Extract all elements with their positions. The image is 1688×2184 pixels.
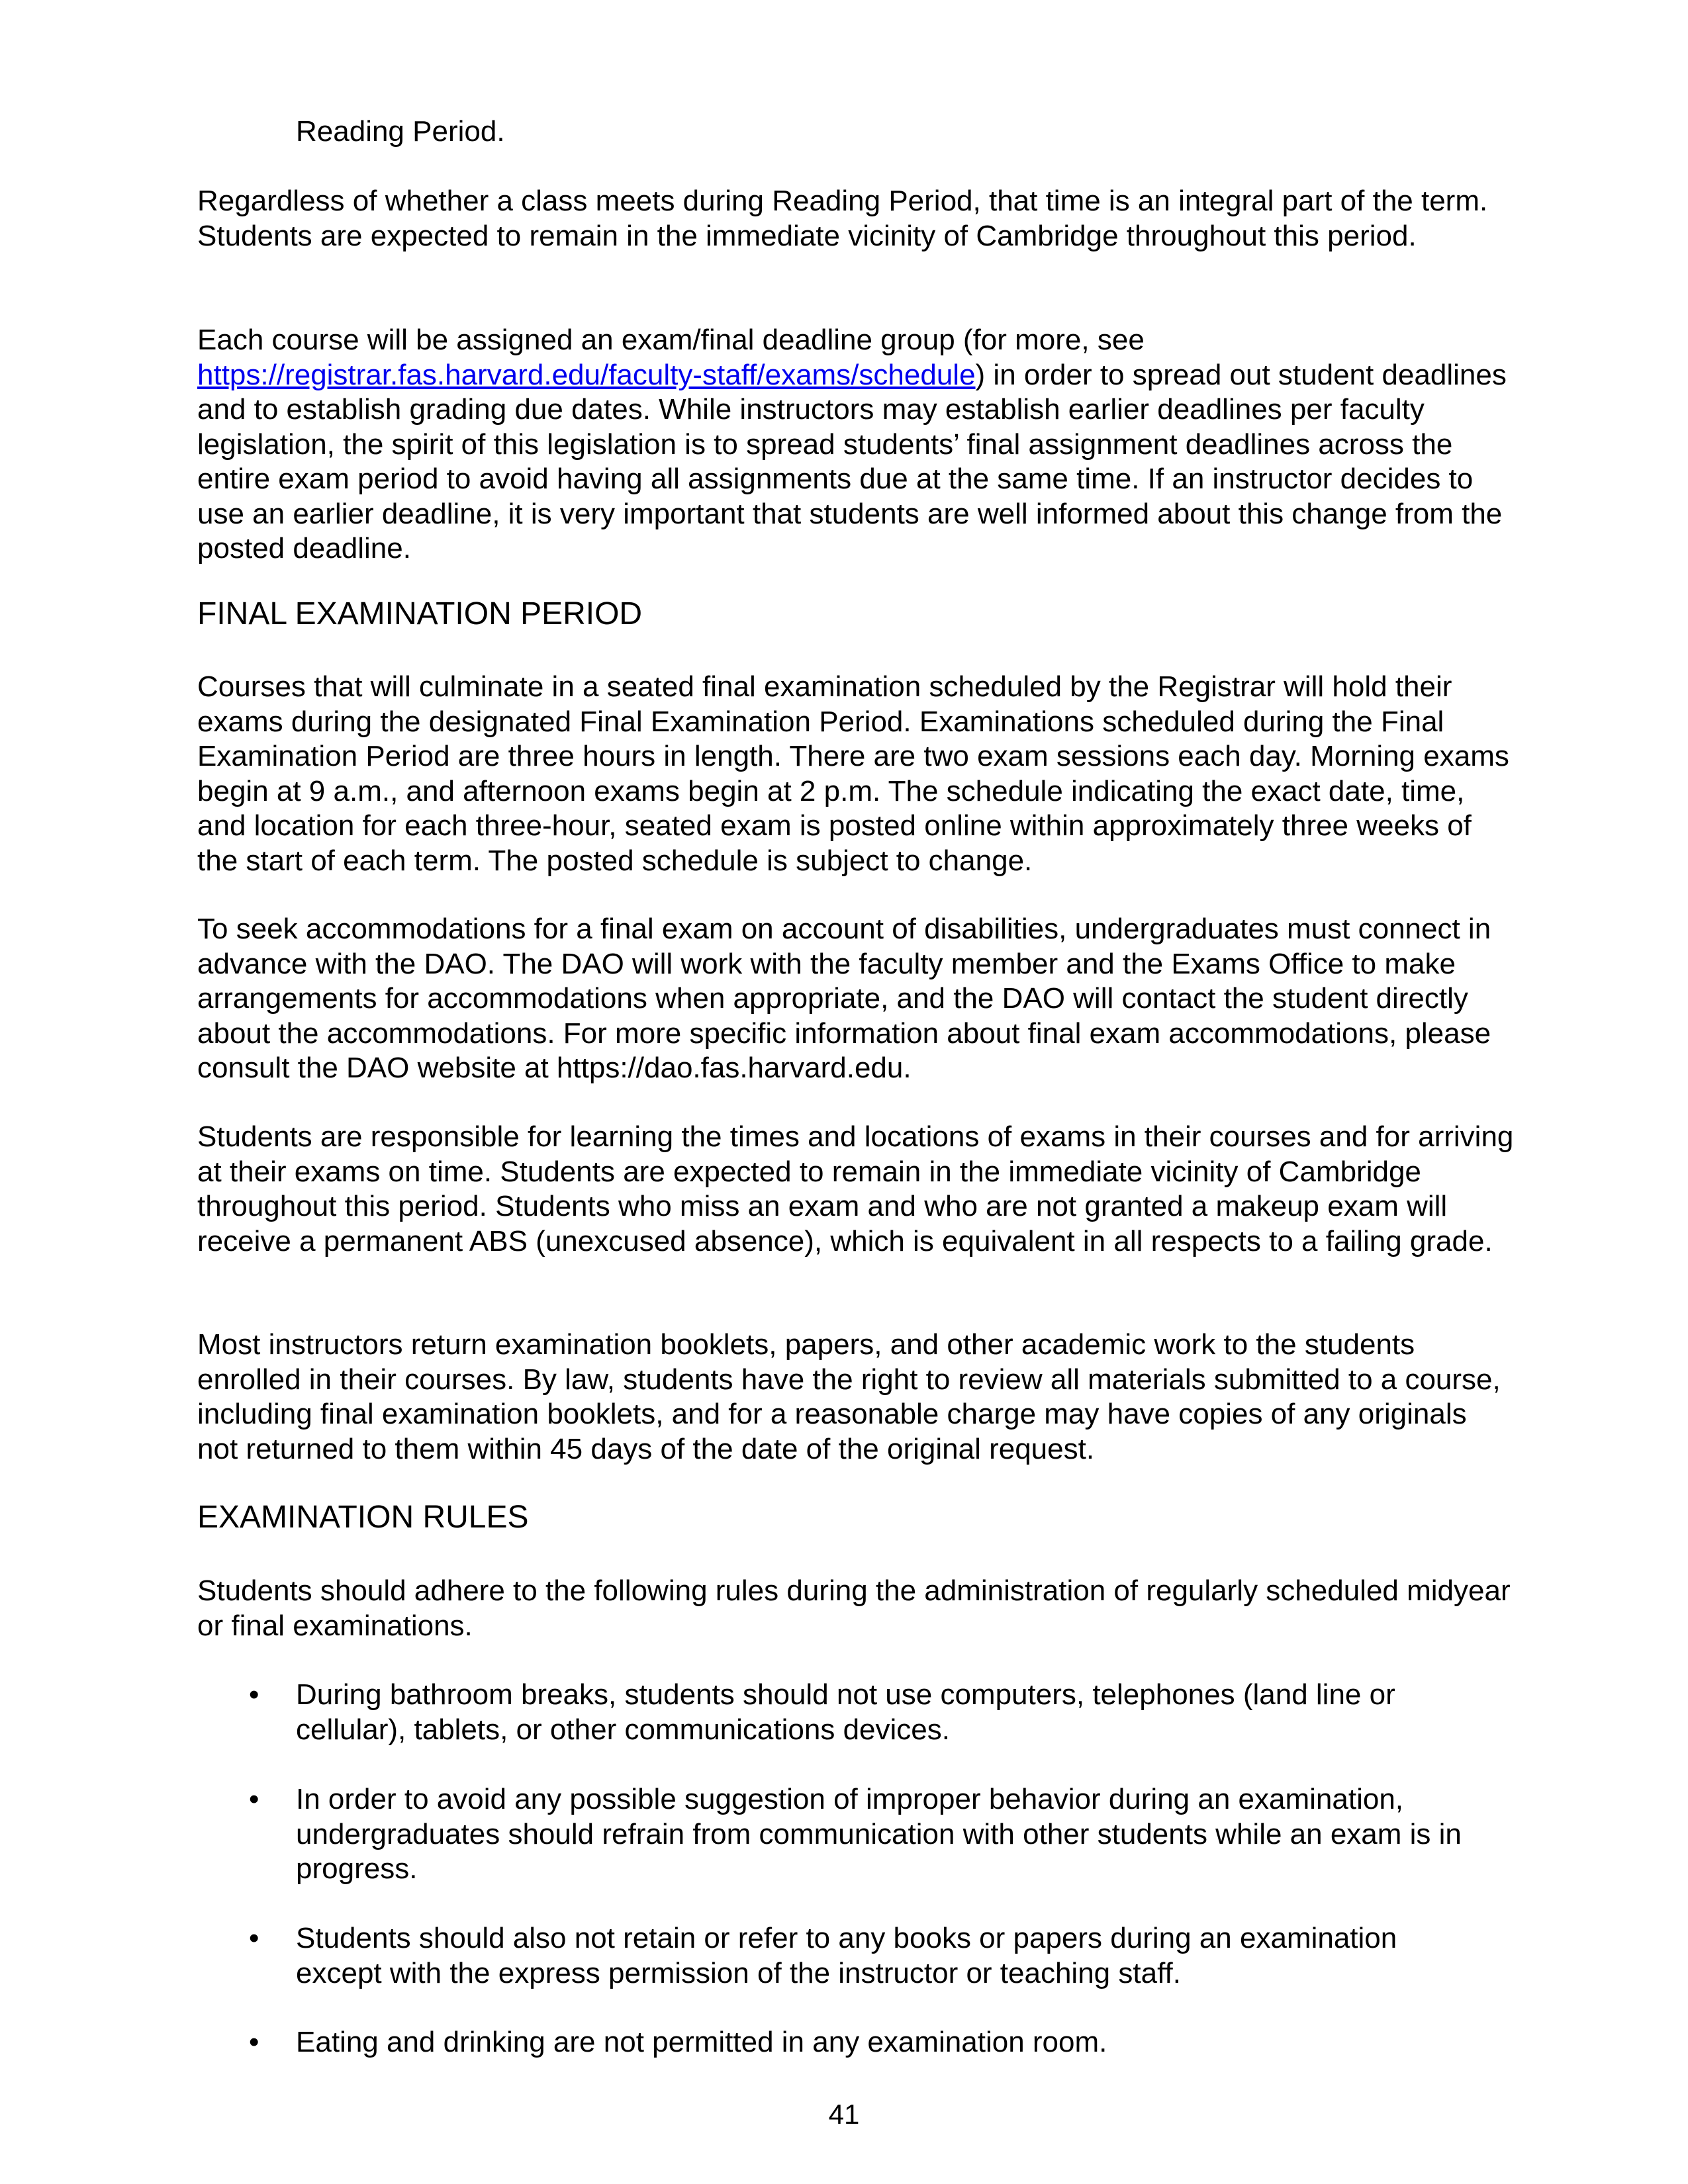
- deadline-text-before: Each course will be assigned an exam/final deadline group (for more, see: [197, 324, 1145, 356]
- final-exam-paragraph-2: To seek accommodations for a final exam on account of disabilities, undergraduates must connect in advance with the DAO. The DAO will work with the faculty member and the Exams Office to make arrangements for accommodations when appropriate, and the DAO will contact the student directly about the accommodations. For more specific information about final exam accommodations, please consult the DAO website at https://dao.fas.harvard.edu.: [197, 913, 1491, 1084]
- page-number: 41: [828, 2099, 860, 2130]
- exam-rules-heading: EXAMINATION RULES: [197, 1500, 529, 1535]
- deadline-group-paragraph: [197, 323, 1515, 567]
- final-exam-period-heading: FINAL EXAMINATION PERIOD: [197, 596, 643, 631]
- exam-rules-intro: Students should adhere to the following rules during the administration of regularly scheduled midyear or final examinations.: [197, 1574, 1511, 1642]
- registrar-schedule-link[interactable]: https://registrar.fas.harvard.edu/faculty-staff/exams/schedule: [197, 358, 976, 391]
- rule-text: In order to avoid any possible suggestion of improper behavior during an examination, undergraduates should refrain from communication with other students while an exam is in progress.: [296, 1783, 1462, 1885]
- rule-text: Students should also not retain or refer to any books or papers during an examination except with the express permission of the instructor or teaching staff.: [296, 1922, 1397, 1989]
- deadline-text-after: ) in order to spread out student deadlines and to establish grading due dates. While instructors may establish earlier deadlines per faculty legislation, the spirit of this legislation is to spread students’ final assignment deadlines across the entire exam period to avoid having all assignments due at the same time. If an instructor decides to use an earlier deadline, it is very important that students are well informed about this change from the posted deadline.: [197, 358, 1507, 565]
- rule-text: Eating and drinking are not permitted in any examination room.: [296, 2026, 1107, 2058]
- bullet-icon: •: [249, 2026, 259, 2058]
- bullet-icon: •: [249, 1783, 259, 1815]
- reading-period-paragraph: Regardless of whether a class meets during Reading Period, that time is an integral part of the term. Students are expected to remain in the immediate vicinity of Cambridge throughout this period.: [197, 185, 1488, 252]
- final-exam-paragraph-4: Most instructors return examination booklets, papers, and other academic work to the students enrolled in their courses. By law, students have the right to review all materials submitted to a course, including final examination booklets, and for a reasonable charge may have copies of any originals not returned to them within 45 days of the date of the original request.: [197, 1328, 1501, 1465]
- bullet-icon: •: [249, 1678, 259, 1711]
- continuation-text: Reading Period.: [296, 115, 505, 148]
- final-exam-paragraph-1: Courses that will culminate in a seated final examination scheduled by the Registrar will hold their exams during the designated Final Examination Period. Examinations scheduled during the Final Examination Period are three hours in length. There are two exam sessions each day. Morning exams begin at 9 a.m., and afternoon exams begin at 2 p.m. The schedule indicating the exact date, time, and location for each three-hour, seated exam is posted online within approximately three weeks of the start of each term. The posted schedule is subject to change.: [197, 670, 1509, 877]
- bullet-icon: •: [249, 1922, 259, 1954]
- rule-text: During bathroom breaks, students should not use computers, telephones (land line or cellular), tablets, or other communications devices.: [296, 1678, 1395, 1746]
- final-exam-paragraph-3: Students are responsible for learning the times and locations of exams in their courses and for arriving at their exams on time. Students are expected to remain in the immediate vicinity of Cambridge throughout this period. Students who miss an exam and who are not granted a makeup exam will receive a permanent ABS (unexcused absence), which is equivalent in all respects to a failing grade.: [197, 1120, 1514, 1257]
